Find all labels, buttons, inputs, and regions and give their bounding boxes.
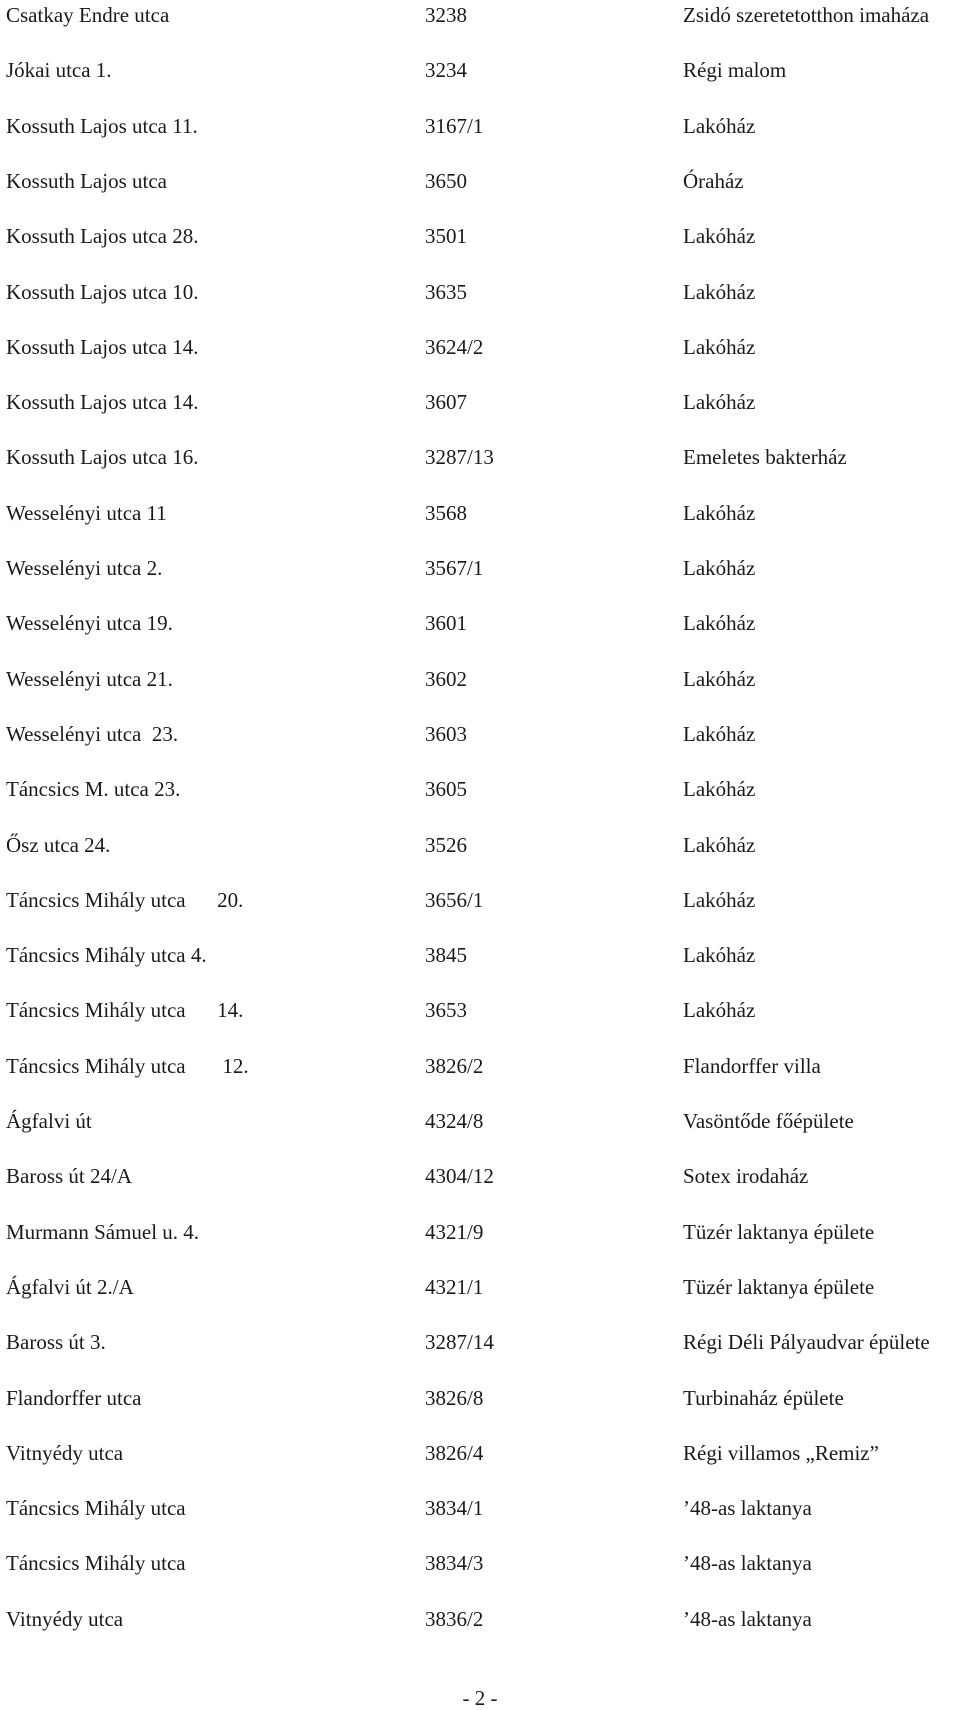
address-cell: Táncsics Mihály utca 20. <box>6 887 244 912</box>
table-row <box>0 608 960 638</box>
building-description-cell: Tüzér laktanya épülete <box>683 1219 875 1244</box>
table-row <box>0 0 960 30</box>
address-cell: Ősz utca 24. <box>6 832 111 857</box>
building-description-cell: Régi villamos „Remiz” <box>683 1440 879 1465</box>
address-cell: Kossuth Lajos utca 14. <box>6 334 199 359</box>
parcel-number-cell: 3650 <box>425 168 467 193</box>
parcel-number-cell: 3826/4 <box>425 1440 484 1465</box>
parcel-number-cell: 3167/1 <box>425 113 484 138</box>
address-cell: Wesselényi utca 23. <box>6 721 179 746</box>
address-cell: Jókai utca 1. <box>6 58 112 83</box>
table-row <box>0 774 960 804</box>
building-description-cell: Lakóház <box>683 666 756 691</box>
address-cell: Wesselényi utca 2. <box>6 556 163 580</box>
address-cell: Táncsics Mihály utca <box>6 1496 186 1521</box>
building-description-cell: Tüzér laktanya épülete <box>683 1274 875 1299</box>
table-row <box>0 221 960 251</box>
building-description-cell: Lakóház <box>683 556 756 580</box>
address-cell: Ágfalvi út 2./A <box>6 1274 134 1299</box>
parcel-number-cell: 3826/8 <box>425 1385 484 1410</box>
table-row <box>0 498 960 528</box>
address-cell: Wesselényi utca 21. <box>6 666 173 691</box>
table-row <box>0 332 960 362</box>
parcel-number-cell: 3845 <box>425 943 467 968</box>
address-cell: Baross út 3. <box>6 1330 106 1355</box>
parcel-number-cell: 3603 <box>425 721 467 746</box>
building-description-cell: ’48-as laktanya <box>683 1551 812 1576</box>
building-description-cell: Vasöntőde főépülete <box>683 1109 854 1133</box>
address-cell: Baross út 24/A <box>6 1164 132 1189</box>
table-row <box>0 664 960 694</box>
building-description-cell: Régi malom <box>683 58 787 83</box>
address-cell: Vitnyédy utca <box>6 1440 124 1465</box>
building-description-cell: Sotex irodaház <box>683 1164 809 1189</box>
parcel-number-cell: 3624/2 <box>425 334 484 359</box>
building-description-cell: Turbinaház épülete <box>683 1385 844 1410</box>
building-description-cell: Lakóház <box>683 998 756 1023</box>
table-row <box>0 1051 960 1081</box>
address-cell: Wesselényi utca 19. <box>6 611 173 636</box>
table-row <box>0 1604 960 1634</box>
building-description-cell: Lakóház <box>683 224 756 249</box>
building-description-cell: Lakóház <box>683 943 756 968</box>
table-row <box>0 1161 960 1191</box>
table-row <box>0 166 960 196</box>
table-row <box>0 995 960 1025</box>
parcel-number-cell: 3501 <box>425 224 467 249</box>
building-description-cell: Régi Déli Pályaudvar épülete <box>683 1330 930 1355</box>
building-description-cell: Lakóház <box>683 390 756 415</box>
parcel-number-cell: 3607 <box>425 390 467 415</box>
address-cell: Vitnyédy utca <box>6 1606 124 1631</box>
parcel-number-cell: 3568 <box>425 500 467 525</box>
building-description-cell: Lakóház <box>683 721 756 746</box>
table-row <box>0 111 960 141</box>
table-row <box>0 830 960 860</box>
address-cell: Ágfalvi út <box>6 1109 92 1133</box>
parcel-number-cell: 3526 <box>425 832 467 857</box>
table-row <box>0 940 960 970</box>
address-cell: Wesselényi utca 11 <box>6 500 167 525</box>
parcel-number-cell: 3601 <box>425 611 467 636</box>
parcel-number-cell: 3834/1 <box>425 1496 484 1521</box>
parcel-number-cell: 3287/13 <box>425 445 494 470</box>
parcel-number-cell: 3238 <box>425 3 467 27</box>
building-description-cell: Lakóház <box>683 832 756 857</box>
building-description-cell: ’48-as laktanya <box>683 1496 812 1521</box>
address-cell: Murmann Sámuel u. 4. <box>6 1219 200 1244</box>
table-row <box>0 1548 960 1578</box>
table-row <box>0 553 960 583</box>
table-row <box>0 1493 960 1523</box>
building-description-cell: Zsidó szeretetotthon imaháza <box>683 3 930 27</box>
table-row <box>0 277 960 307</box>
parcel-number-cell: 3836/2 <box>425 1606 484 1631</box>
address-cell: Kossuth Lajos utca 28. <box>6 224 199 249</box>
address-cell: Kossuth Lajos utca 11. <box>6 113 198 138</box>
building-description-cell: Óraház <box>683 168 744 193</box>
building-description-cell: Emeletes bakterház <box>683 445 847 470</box>
parcel-number-cell: 4321/9 <box>425 1219 484 1244</box>
table-row <box>0 1272 960 1302</box>
table-row <box>0 1106 960 1136</box>
address-cell: Táncsics Mihály utca 14. <box>6 998 244 1023</box>
parcel-number-cell: 3635 <box>425 279 467 304</box>
table-row <box>0 719 960 749</box>
parcel-number-cell: 3287/14 <box>425 1330 494 1355</box>
parcel-number-cell: 3234 <box>425 58 467 83</box>
address-cell: Táncsics Mihály utca <box>6 1551 186 1576</box>
table-row <box>0 885 960 915</box>
address-cell: Kossuth Lajos utca 14. <box>6 390 199 415</box>
address-cell: Csatkay Endre utca <box>6 3 170 27</box>
address-cell: Kossuth Lajos utca 10. <box>6 279 199 304</box>
table-row <box>0 1327 960 1357</box>
parcel-number-cell: 4321/1 <box>425 1274 484 1299</box>
table-row <box>0 387 960 417</box>
address-cell: Kossuth Lajos utca 16. <box>6 445 199 470</box>
parcel-number-cell: 4304/12 <box>425 1164 494 1189</box>
parcel-number-cell: 3602 <box>425 666 467 691</box>
building-description-cell: Lakóház <box>683 777 756 802</box>
address-cell: Flandorffer utca <box>6 1385 142 1410</box>
table-row <box>0 1438 960 1468</box>
address-cell: Táncsics M. utca 23. <box>6 777 181 802</box>
building-description-cell: Lakóház <box>683 334 756 359</box>
building-description-cell: Lakóház <box>683 279 756 304</box>
table-row <box>0 1217 960 1247</box>
table-row <box>0 1383 960 1413</box>
building-description-cell: ’48-as laktanya <box>683 1606 812 1631</box>
table-row <box>0 55 960 85</box>
parcel-number-cell: 3653 <box>425 998 467 1023</box>
address-cell: Táncsics Mihály utca 12. <box>6 1053 249 1078</box>
address-cell: Kossuth Lajos utca <box>6 168 167 193</box>
parcel-number-cell: 3656/1 <box>425 887 484 912</box>
page-number: - 2 - <box>462 1686 498 1710</box>
parcel-number-cell: 3834/3 <box>425 1551 484 1576</box>
address-cell: Táncsics Mihály utca 4. <box>6 943 207 968</box>
parcel-number-cell: 3605 <box>425 777 467 802</box>
parcel-number-cell: 3826/2 <box>425 1053 484 1078</box>
parcel-number-cell: 4324/8 <box>425 1109 484 1133</box>
table-row <box>0 442 960 472</box>
building-description-cell: Flandorffer villa <box>683 1053 821 1078</box>
building-description-cell: Lakóház <box>683 887 756 912</box>
building-description-cell: Lakóház <box>683 500 756 525</box>
parcel-number-cell: 3567/1 <box>425 556 484 580</box>
building-description-cell: Lakóház <box>683 611 756 636</box>
building-description-cell: Lakóház <box>683 113 756 138</box>
